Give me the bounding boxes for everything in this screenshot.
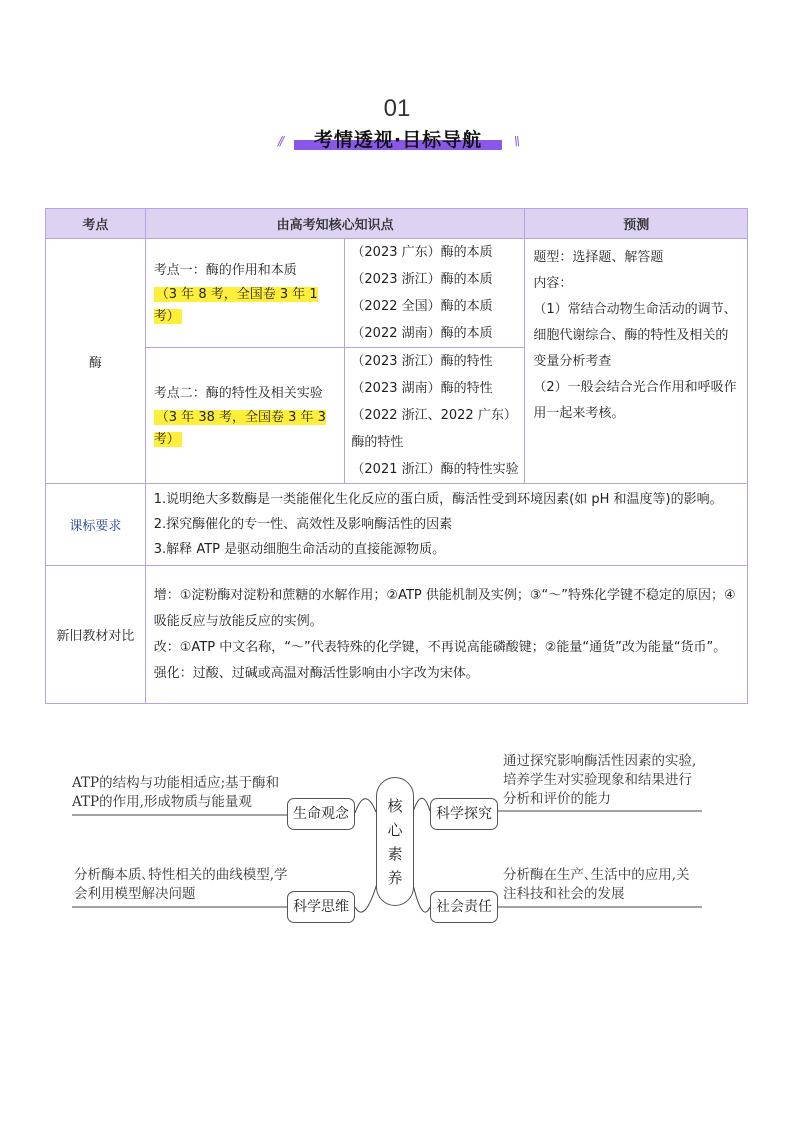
thinking-text: 分析酶本质､特性相关的曲线模型,学会利用模型解决问题 (74, 867, 288, 902)
inquiry-text: 通过探究影响酶活性因素的实验,培养学生对实验现象和结果进行分析和评价的能力 (503, 753, 697, 807)
source-item: （2021 浙江）酶的特性实验 (351, 462, 519, 477)
node-life-concept: 生命观念 (287, 798, 355, 830)
comparison-add: 增：①淀粉酶对淀粉和蔗糖的水解作用；②ATP 供能机制及实例；③“～”特殊化学键不稳定的原因；④吸能反应与放能反应的实例。 (153, 587, 736, 629)
center-char: 素 (387, 845, 403, 863)
source-item: （2023 湖南）酶的特性 (351, 381, 493, 396)
header-core-knowledge: 由高考知核心知识点 (145, 209, 525, 239)
right-slash-decoration: \\ (513, 134, 518, 148)
prediction-point-1: （1）常结合动物生命活动的调节、细胞代谢综合、酶的特性及相关的变量分析考查 (533, 302, 737, 369)
center-char: 核 (387, 797, 403, 815)
prediction-content-label: 内容： (533, 276, 573, 291)
prediction-type: 题型：选择题、解答题 (533, 250, 664, 265)
center-core-literacy (376, 777, 414, 906)
header-prediction: 预测 (525, 209, 748, 239)
source-item: （2022 浙江、2022 广东） (351, 408, 517, 423)
source-item: （2023 浙江）酶的本质 (351, 272, 493, 287)
comparison-strengthen: 强化：过酸、过碱或高温对酶活性影响由小字改为宋体。 (153, 665, 479, 681)
left-slash-decoration: // (278, 134, 283, 148)
section-title: 考情透视·目标导航 (313, 129, 483, 151)
life-concept-text: ATP的结构与功能相适应;基于酶和ATP的作用,形成物质与能量观 (72, 775, 280, 810)
source-item: （2023 广东）酶的本质 (351, 245, 493, 260)
kp2-stats: （3 年 38 考，全国卷 3 年 3 考） (153, 409, 326, 447)
source-item: （2022 全国）酶的本质 (351, 299, 493, 314)
section-number: 01 (383, 95, 411, 122)
social-text: 分析酶在生产､生活中的应用,关注科技和社会的发展 (503, 867, 690, 902)
node-social-responsibility: 社会责任 (430, 891, 498, 923)
kp1-stats: （3 年 8 考，全国卷 3 年 1 考） (153, 287, 318, 324)
curriculum-label: 课标要求 (46, 484, 146, 566)
node-scientific-thinking: 科学思维 (287, 891, 355, 923)
node-scientific-inquiry: 科学探究 (430, 798, 498, 830)
comparison-label: 新旧教材对比 (46, 566, 146, 704)
source-item: （2023 浙江）酶的特性 (351, 354, 493, 369)
header-kaodian: 考点 (46, 209, 146, 239)
curriculum-item: 1.说明绝大多数酶是一类能催化生化反应的蛋白质，酶活性受到环境因素(如 pH 和温度等)的影响。 (153, 492, 723, 507)
curriculum-item: 2.探究酶催化的专一性、高效性及影响酶活性的因素 (153, 517, 453, 532)
center-char: 养 (387, 869, 403, 887)
source-item: 酶的特性 (351, 435, 404, 450)
curriculum-item: 3.解释 ATP 是驱动细胞生命活动的直接能源物质。 (153, 542, 446, 557)
kp2-title: 考点二：酶的特性及相关实验 (153, 385, 323, 401)
source-item: （2022 湖南）酶的本质 (351, 326, 493, 341)
comparison-change: 改：①ATP 中文名称，“～”代表特殊的化学键，不再说高能磷酸键；②能量“通货”改为能量“货币”。 (153, 639, 727, 655)
topic-cell: 酶 (46, 239, 146, 484)
prediction-point-2: （2）一般会结合光合作用和呼吸作用一起来考核。 (533, 380, 737, 421)
center-char: 心 (387, 821, 403, 839)
kp1-title: 考点一：酶的作用和本质 (153, 263, 297, 278)
